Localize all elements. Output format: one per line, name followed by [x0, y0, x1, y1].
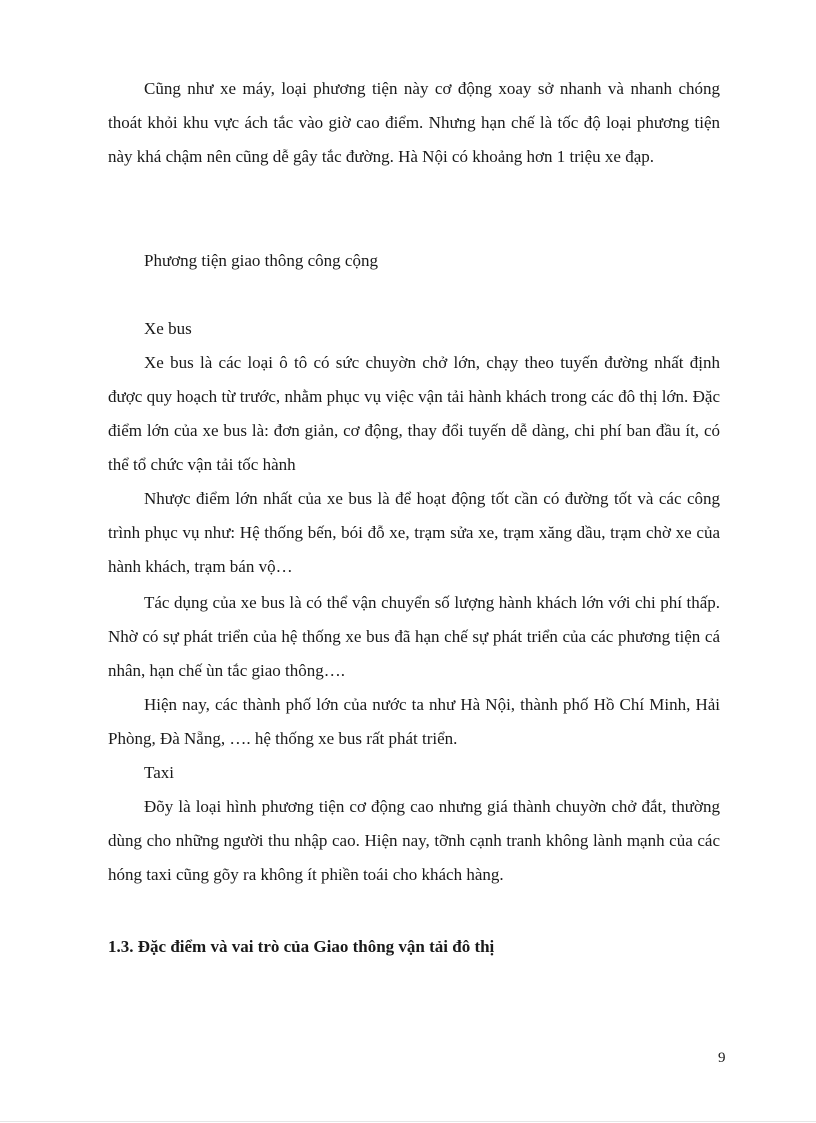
subheading-taxi: Taxi	[144, 763, 174, 782]
paragraph-text: Đõy là loại hình phương tiện cơ động cao nhưng giá thành chuyờn chở đắt, thường dùng cho những người thu nhập cao. Hiện nay, tỡnh cạnh tranh không lành mạnh của các hóng taxi cũng gõy ra không ít phiền toái cho khách hàng.	[108, 797, 720, 884]
section-heading: 1.3. Đặc điểm và vai trò của Giao thông vận tải đô thị	[108, 937, 495, 956]
page-bottom-divider	[0, 1121, 816, 1122]
paragraph-text: Xe bus là các loại ô tô có sức chuyờn chở lớn, chạy theo tuyến đường nhất định được quy hoạch từ trước, nhằm phục vụ việc vận tải hành khách trong các đô thị lớn. Đặc điểm lớn của xe bus là: đơn giản, cơ động, thay đổi tuyến dễ dàng, chi phí ban đầu ít, có thể tổ chức vận tải tốc hành	[108, 353, 720, 474]
paragraph-text: Nhược điểm lớn nhất của xe bus là để hoạt động tốt cần có đường tốt và các công trình phục vụ như: Hệ thống bến, bói đỗ xe, trạm sửa xe, trạm xăng dầu, trạm chờ xe của hành khách, trạm bán vộ…	[108, 489, 720, 576]
paragraph-bus-cities	[108, 688, 720, 756]
subheading-public-transport: Phương tiện giao thông công cộng	[144, 251, 378, 270]
paragraph-bus-definition	[108, 346, 720, 482]
subheading-bus: Xe bus	[144, 319, 192, 338]
paragraph-bus-disadvantages	[108, 482, 720, 584]
page-number: 9	[718, 1050, 726, 1066]
paragraph-text: Tác dụng của xe bus là có thể vận chuyển số lượng hành khách lớn với chi phí thấp. Nhờ có sự phát triển của hệ thống xe bus đã hạn chế sự phát triển của các phương tiện cá nhân, hạn chế ùn tắc giao thông….	[108, 593, 720, 680]
paragraph-bicycle	[108, 72, 720, 174]
paragraph-text: Hiện nay, các thành phố lớn của nước ta như Hà Nội, thành phố Hồ Chí Minh, Hải Phòng, Đà Nẵng, …. hệ thống xe bus rất phát triển.	[108, 695, 720, 748]
paragraph-text: Cũng như xe máy, loại phương tiện này cơ động xoay sở nhanh và nhanh chóng thoát khỏi khu vực ách tắc vào giờ cao điểm. Nhưng hạn chế là tốc độ loại phương tiện này khá chậm nên cũng dễ gây tắc đường. Hà Nội có khoảng hơn 1 triệu xe đạp.	[108, 79, 720, 166]
paragraph-bus-benefits	[108, 586, 720, 688]
paragraph-taxi	[108, 790, 720, 892]
